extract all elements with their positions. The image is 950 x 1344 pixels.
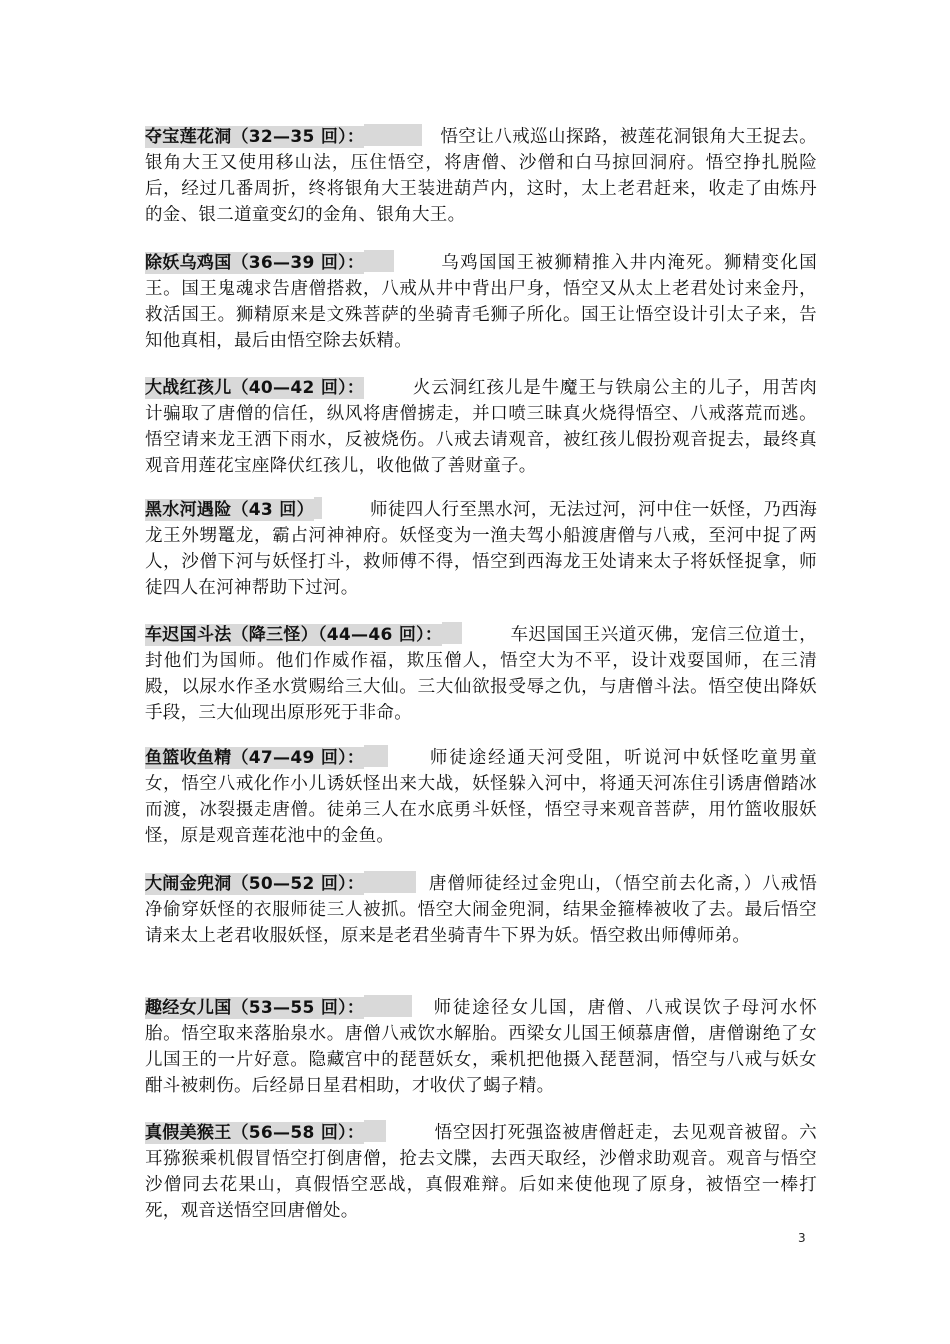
- entry-fish-basket: [145, 745, 817, 849]
- title-highlight-gap: [442, 622, 462, 644]
- entry-text: 师徒途经通天河受阻，听说河中妖怪吃童男童女，悟空八戒化作小儿诱妖怪出来大战，妖怪躲入河中，将通天河冻住引诱唐僧踏冰而渡，冰裂摄走唐僧。徒弟三人在水底勇斗妖怪，悟空寻来观音菩萨，用竹篮收服妖怪，原是观音莲花池中的金鱼。: [145, 748, 817, 846]
- entry-title: 车迟国斗法（降三怪）（44—46 回）：: [145, 625, 443, 645]
- entry-wuji-kingdom: [145, 250, 817, 354]
- title-highlight-gap: [364, 995, 412, 1017]
- entry-text: 师徒途径女儿国，唐僧、八戒误饮子母河水怀胎。悟空取来落胎泉水。唐僧八戒饮水解胎。西梁女儿国王倾慕唐僧，唐僧谢绝了女儿国王的一片好意。隐藏宫中的琵琶妖女，乘机把他摄入琵琶洞，悟空与八戒与妖女酣斗被刺伤。后经昴日星君相助，才收伏了蝎子精。: [145, 998, 817, 1096]
- entry-text: 悟空让八戒巡山探路，被莲花洞银角大王捉去。银角大王又使用移山法，压住悟空，将唐僧、沙僧和白马掠回洞府。悟空挣扎脱险后，经过几番周折，终将银角大王装进葫芦内，这时，太上老君赶来，收走了由炼丹的金、银二道童变幻的金角、银角大王。: [145, 127, 817, 225]
- entry-chechi-kingdom: [145, 622, 817, 726]
- entry-title: 黑水河遇险（43 回）: [145, 500, 314, 520]
- title-highlight-gap: [364, 871, 416, 893]
- entry-text: 乌鸡国国王被狮精推入井内淹死。狮精变化国王。国王鬼魂求告唐僧搭救，八戒从井中背出尸身，悟空又从太上老君处讨来金丹，救活国王。狮精原来是文殊菩萨的坐骑青毛狮子所化。国王让悟空设计引太子来，告知他真相，最后由悟空除去妖精。: [145, 253, 817, 351]
- title-highlight-gap: [364, 250, 394, 272]
- entry-title: 除妖乌鸡国（36—39 回）：: [145, 253, 365, 273]
- entry-text: 悟空因打死强盗被唐僧赶走，去见观音被留。六耳猕猴乘机假冒悟空打倒唐僧，抢去文牒，去西天取经，沙僧求助观音。观音与悟空沙僧同去花果山，真假悟空恶战，真假难辩。后如来使他现了原身，被悟空一棒打死，观音送悟空回唐僧处。: [145, 1123, 817, 1221]
- entry-title: 鱼篮收鱼精（47—49 回）：: [145, 748, 365, 768]
- entry-women-kingdom: [145, 995, 817, 1099]
- title-highlight-gap: [314, 497, 322, 519]
- entry-jindou-cave: [145, 871, 817, 949]
- page-number: 3: [798, 1231, 806, 1245]
- entry-lotus-cave: [145, 124, 817, 228]
- entry-text: 师徒四人行至黑水河，无法过河，河中住一妖怪，乃西海龙王外甥鼍龙，霸占河神神府。妖怪变为一渔夫驾小船渡唐僧与八戒，至河中捉了两人，沙僧下河与妖怪打斗，救师傅不得，悟空到西海龙王处请来太子将妖怪捉拿，师徒四人在河神帮助下过河。: [145, 500, 817, 598]
- entry-text: 车迟国国王兴道灭佛，宠信三位道士，封他们为国师。他们作威作福，欺压僧人，悟空大为不平，设计戏耍国师，在三清殿，以尿水作圣水赏赐给三大仙。三大仙欲报受辱之仇，与唐僧斗法。悟空使出降妖手段，三大仙现出原形死于非命。: [145, 625, 817, 723]
- entry-text: 火云洞红孩儿是牛魔王与铁扇公主的儿子，用苦肉计骗取了唐僧的信任，纵风将唐僧掳走，并口喷三昧真火烧得悟空、八戒落荒而逃。悟空请来龙王洒下雨水，反被烧伤。八戒去请观音，被红孩儿假扮观音捉去，最终真观音用莲花宝座降伏红孩儿，收他做了善财童子。: [145, 378, 817, 476]
- entry-red-boy: [145, 375, 817, 479]
- entry-title: 趣经女儿国（53—55 回）：: [145, 998, 365, 1018]
- entry-title: 真假美猴王（56—58 回）：: [145, 1123, 365, 1143]
- entry-title: 大战红孩儿（40—42 回）：: [145, 378, 365, 398]
- title-highlight-gap: [364, 745, 388, 767]
- entry-fake-monkey-king: [145, 1120, 817, 1224]
- title-highlight-gap: [364, 1120, 386, 1142]
- entry-text: 唐僧师徒经过金兜山，（悟空前去化斋，）八戒悟净偷穿妖怪的衣服师徒三人被抓。悟空大闹金兜洞，结果金箍棒被收了去。最后悟空请来太上老君收服妖怪，原来是老君坐骑青牛下界为妖。悟空救出师傅师弟。: [145, 874, 817, 946]
- entry-title: 夺宝莲花洞（32—35 回）：: [145, 127, 365, 147]
- entry-title: 大闹金兜洞（50—52 回）：: [145, 874, 365, 894]
- entry-black-river: [145, 497, 817, 601]
- title-highlight-gap: [364, 124, 422, 146]
